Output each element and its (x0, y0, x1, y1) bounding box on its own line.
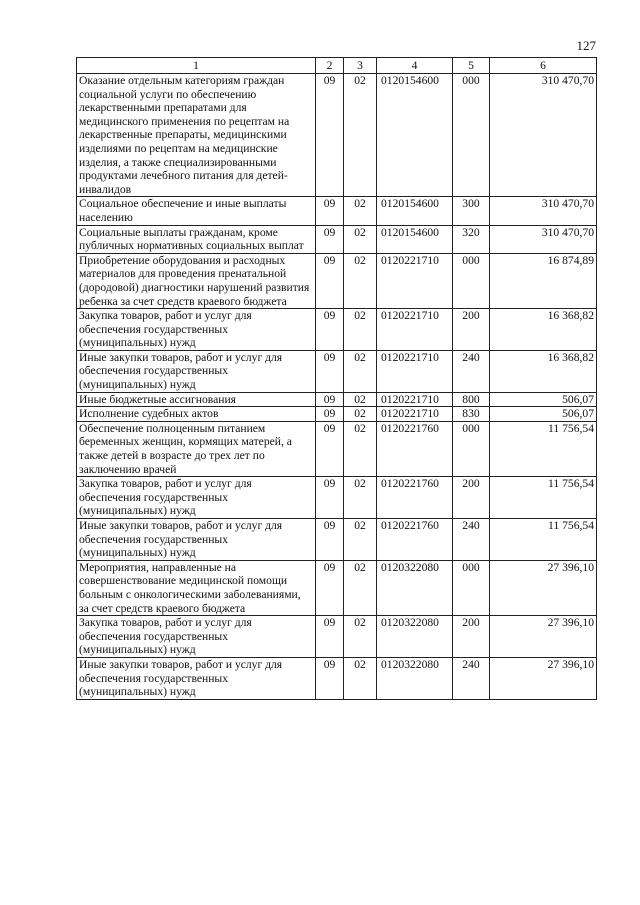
item-name: Иные закупки товаров, работ и услуг для обеспечения государственных (муниципальных) нужд (77, 657, 316, 699)
amount: 310 470,70 (490, 225, 597, 253)
target-article-code: 0120221710 (377, 407, 453, 422)
table-row (77, 616, 597, 658)
item-name: Иные закупки товаров, работ и услуг для обеспечения государственных (муниципальных) нужд (77, 519, 316, 561)
amount: 16 368,82 (490, 309, 597, 351)
target-article-code: 0120221760 (377, 519, 453, 561)
expense-type-code: 200 (453, 309, 490, 351)
expense-type-code: 200 (453, 616, 490, 658)
expense-type-code: 000 (453, 421, 490, 476)
table-row (77, 225, 597, 253)
expense-type-code: 240 (453, 350, 490, 392)
table-row (77, 253, 597, 308)
expense-type-code: 800 (453, 392, 490, 407)
target-article-code: 0120322080 (377, 657, 453, 699)
table-body (77, 74, 597, 700)
table-row (77, 407, 597, 422)
header-cell: 4 (377, 58, 453, 74)
expense-type-code: 240 (453, 519, 490, 561)
section-code: 09 (316, 616, 344, 658)
subsection-code: 02 (344, 560, 377, 615)
amount: 11 756,54 (490, 519, 597, 561)
amount: 506,07 (490, 407, 597, 422)
target-article-code: 0120322080 (377, 560, 453, 615)
subsection-code: 02 (344, 197, 377, 225)
section-code: 09 (316, 253, 344, 308)
header-row (77, 58, 597, 74)
section-code: 09 (316, 407, 344, 422)
subsection-code: 02 (344, 74, 377, 197)
table-row (77, 560, 597, 615)
header-cell: 1 (77, 58, 316, 74)
target-article-code: 0120322080 (377, 616, 453, 658)
target-article-code: 0120221760 (377, 421, 453, 476)
item-name: Закупка товаров, работ и услуг для обеспечения государственных (муниципальных) нужд (77, 616, 316, 658)
section-code: 09 (316, 350, 344, 392)
item-name: Мероприятия, направленные на совершенствование медицинской помощи больным с онкологическими заболеваниями, за счет средств краевого бюджета (77, 560, 316, 615)
item-name: Иные закупки товаров, работ и услуг для обеспечения государственных (муниципальных) нужд (77, 350, 316, 392)
header-cell: 6 (490, 58, 597, 74)
section-code: 09 (316, 477, 344, 519)
subsection-code: 02 (344, 350, 377, 392)
item-name: Приобретение оборудования и расходных материалов для проведения пренатальной (дородовой) диагностики нарушений развития ребенка за счет средств краевого бюджета (77, 253, 316, 308)
table-row (77, 519, 597, 561)
expense-type-code: 300 (453, 197, 490, 225)
subsection-code: 02 (344, 657, 377, 699)
expense-type-code: 000 (453, 560, 490, 615)
item-name: Иные бюджетные ассигнования (77, 392, 316, 407)
expense-type-code: 000 (453, 253, 490, 308)
item-name: Закупка товаров, работ и услуг для обеспечения государственных (муниципальных) нужд (77, 477, 316, 519)
section-code: 09 (316, 657, 344, 699)
amount: 310 470,70 (490, 74, 597, 197)
expense-type-code: 240 (453, 657, 490, 699)
item-name: Закупка товаров, работ и услуг для обеспечения государственных (муниципальных) нужд (77, 309, 316, 351)
target-article-code: 0120221760 (377, 477, 453, 519)
target-article-code: 0120221710 (377, 309, 453, 351)
amount: 11 756,54 (490, 477, 597, 519)
expense-type-code: 000 (453, 74, 490, 197)
section-code: 09 (316, 519, 344, 561)
section-code: 09 (316, 74, 344, 197)
header-cell: 5 (453, 58, 490, 74)
table-row (77, 309, 597, 351)
amount: 310 470,70 (490, 197, 597, 225)
section-code: 09 (316, 309, 344, 351)
section-code: 09 (316, 225, 344, 253)
subsection-code: 02 (344, 407, 377, 422)
section-code: 09 (316, 197, 344, 225)
subsection-code: 02 (344, 616, 377, 658)
page-number: 127 (576, 38, 596, 53)
amount: 11 756,54 (490, 421, 597, 476)
section-code: 09 (316, 560, 344, 615)
target-article-code: 0120221710 (377, 253, 453, 308)
amount: 16 368,82 (490, 350, 597, 392)
table-row (77, 74, 597, 197)
target-article-code: 0120221710 (377, 350, 453, 392)
section-code: 09 (316, 392, 344, 407)
header-cell: 3 (344, 58, 377, 74)
subsection-code: 02 (344, 421, 377, 476)
amount: 27 396,10 (490, 560, 597, 615)
subsection-code: 02 (344, 253, 377, 308)
expense-type-code: 830 (453, 407, 490, 422)
subsection-code: 02 (344, 477, 377, 519)
header-cell: 2 (316, 58, 344, 74)
amount: 27 396,10 (490, 657, 597, 699)
target-article-code: 0120154600 (377, 74, 453, 197)
item-name: Социальные выплаты гражданам, кроме публичных нормативных социальных выплат (77, 225, 316, 253)
item-name: Оказание отдельным категориям граждан социальной услуги по обеспечению лекарственными препаратами для медицинского применения по рецептам на лекарственные препараты, медицинскими изделиями по рецептам на медицинские изделия, а также специализированными продуктами лечебного питания для детей-инвалидов (77, 74, 316, 197)
section-code: 09 (316, 421, 344, 476)
subsection-code: 02 (344, 225, 377, 253)
table-row (77, 350, 597, 392)
target-article-code: 0120154600 (377, 225, 453, 253)
expense-type-code: 200 (453, 477, 490, 519)
table-row (77, 392, 597, 407)
amount: 16 874,89 (490, 253, 597, 308)
table-row (77, 197, 597, 225)
item-name: Исполнение судебных актов (77, 407, 316, 422)
subsection-code: 02 (344, 519, 377, 561)
item-name: Обеспечение полноценным питанием беременных женщин, кормящих матерей, а также детей в возрасте до трех лет по заключению врачей (77, 421, 316, 476)
table-row (77, 477, 597, 519)
target-article-code: 0120154600 (377, 197, 453, 225)
amount: 27 396,10 (490, 616, 597, 658)
budget-table (76, 57, 597, 700)
subsection-code: 02 (344, 309, 377, 351)
table-row (77, 421, 597, 476)
subsection-code: 02 (344, 392, 377, 407)
amount: 506,07 (490, 392, 597, 407)
table-row (77, 657, 597, 699)
item-name: Социальное обеспечение и иные выплаты населению (77, 197, 316, 225)
expense-type-code: 320 (453, 225, 490, 253)
target-article-code: 0120221710 (377, 392, 453, 407)
